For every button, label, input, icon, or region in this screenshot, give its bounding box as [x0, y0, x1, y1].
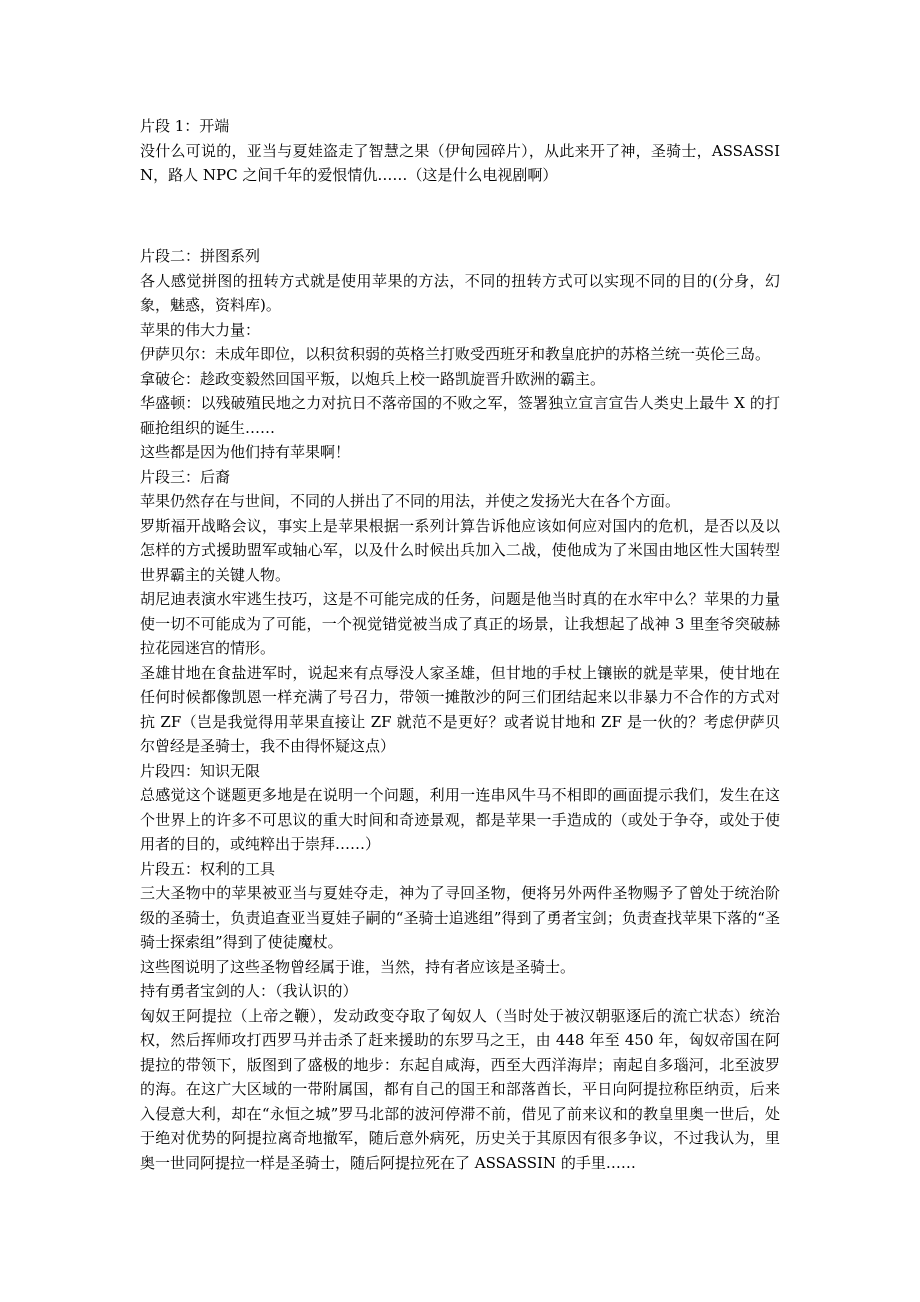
paragraph: 苹果的伟大力量：	[140, 320, 261, 339]
paragraph: 拿破仑：趁政变毅然回国平叛，以炮兵上校一路凯旋晋升欧洲的霸主。	[140, 369, 606, 388]
section-heading: 片段四：知识无限	[140, 761, 261, 780]
document-page	[140, 114, 780, 1175]
section-heading: 片段三：后裔	[140, 467, 231, 486]
paragraph: 这些图说明了这些圣物曾经属于谁，当然，持有者应该是圣骑士。	[140, 957, 576, 976]
paragraph: 华盛顿：以残破殖民地之力对抗日不落帝国的不败之军，签署独立宣言宣告人类史上最牛 X 的打砸抢组织的诞生……	[140, 394, 780, 437]
paragraph: 持有勇者宝剑的人：（我认识的）	[140, 982, 358, 1000]
paragraph: 圣雄甘地在食盐进军时，说起来有点辱没人家圣雄，但甘地的手杖上镶嵌的就是苹果，使甘地在任何时候都像凯恩一样充满了号召力，带领一摊散沙的阿三们团结起来以非暴力不合作的方式对抗 ZF（岂是我觉得用苹果直接让 ZF 就范不是更好？或者说甘地和 ZF 是一伙的？考虑伊萨贝尔曾经是圣骑士，我不由得怀疑这点）	[140, 663, 780, 755]
paragraph: 匈奴王阿提拉（上帝之鞭），发动政变夺取了匈奴人（当时处于被汉朝驱逐后的流亡状态）统治权，然后挥师攻打西罗马并击杀了赶来援助的东罗马之王，由 448 年至 450 年，匈奴帝国在阿提拉的带领下，版图到了盛极的地步：东起自咸海，西至大西洋海岸；南起自多瑙河，北至波罗的海。在这广大区域的一带附属国，都有自己的国王和部落酋长，平日向阿提拉称臣纳贡，后来入侵意大利，却在“永恒之城”罗马北部的波河停滞不前，借见了前来议和的教皇里奥一世后，处于绝对优势的阿提拉离奇地撤军，随后意外病死，历史关于其原因有很多争议，不过我认为，里奥一世同阿提拉一样是圣骑士，随后阿提拉死在了 ASSASSIN 的手里……	[140, 1006, 780, 1172]
paragraph: 没什么可说的，亚当与夏娃盗走了智慧之果（伊甸园碎片），从此来开了神，圣骑士，ASSASSIN，路人 NPC 之间千年的爱恨情仇……（这是什么电视剧啊）	[140, 141, 780, 184]
section-heading: 片段二：拼图系列	[140, 247, 261, 265]
paragraph: 胡尼迪表演水牢逃生技巧，这是不可能完成的任务，问题是他当时真的在水牢中么？苹果的力量使一切不可能成为了可能，一个视觉错觉被当成了真正的场景，让我想起了战神 3 里奎爷突破赫拉花园迷宫的情形。	[140, 590, 780, 657]
paragraph: 这些都是因为他们持有苹果啊！	[140, 443, 351, 461]
paragraph: 各人感觉拼图的扭转方式就是使用苹果的方法，不同的扭转方式可以实现不同的目的(分身，幻象，魅惑，资料库)。	[140, 271, 780, 314]
blank-line	[140, 204, 780, 229]
paragraph: 三大圣物中的苹果被亚当与夏娃夺走，神为了寻回圣物，便将另外两件圣物赐予了曾处于统治阶级的圣骑士，负责追查亚当夏娃子嗣的“圣骑士追逃组”得到了勇者宝剑；负责查找苹果下落的“圣骑士探索组”得到了使徒魔杖。	[140, 884, 780, 951]
section-heading: 片段五：权利的工具	[140, 859, 276, 878]
section-heading: 片段 1：开端	[140, 117, 230, 135]
paragraph: 伊萨贝尔：未成年即位，以积贫积弱的英格兰打败受西班牙和教皇庇护的苏格兰统一英伦三岛。	[140, 345, 771, 363]
paragraph: 苹果仍然存在与世间，不同的人拼出了不同的用法，并使之发扬光大在各个方面。	[140, 492, 681, 510]
paragraph: 总感觉这个谜题更多地是在说明一个问题，利用一连串风牛马不相即的画面提示我们，发生在这个世界上的许多不可思议的重大时间和奇迹景观，都是苹果一手造成的（或处于争夺，或处于使用者的目的，或纯粹出于崇拜……）	[140, 786, 780, 853]
paragraph: 罗斯福开战略会议，事实上是苹果根据一系列计算告诉他应该如何应对国内的危机，是否以及以怎样的方式援助盟军或轴心军，以及什么时候出兵加入二战，使他成为了米国由地区性大国转型世界霸主的关键人物。	[140, 516, 780, 584]
